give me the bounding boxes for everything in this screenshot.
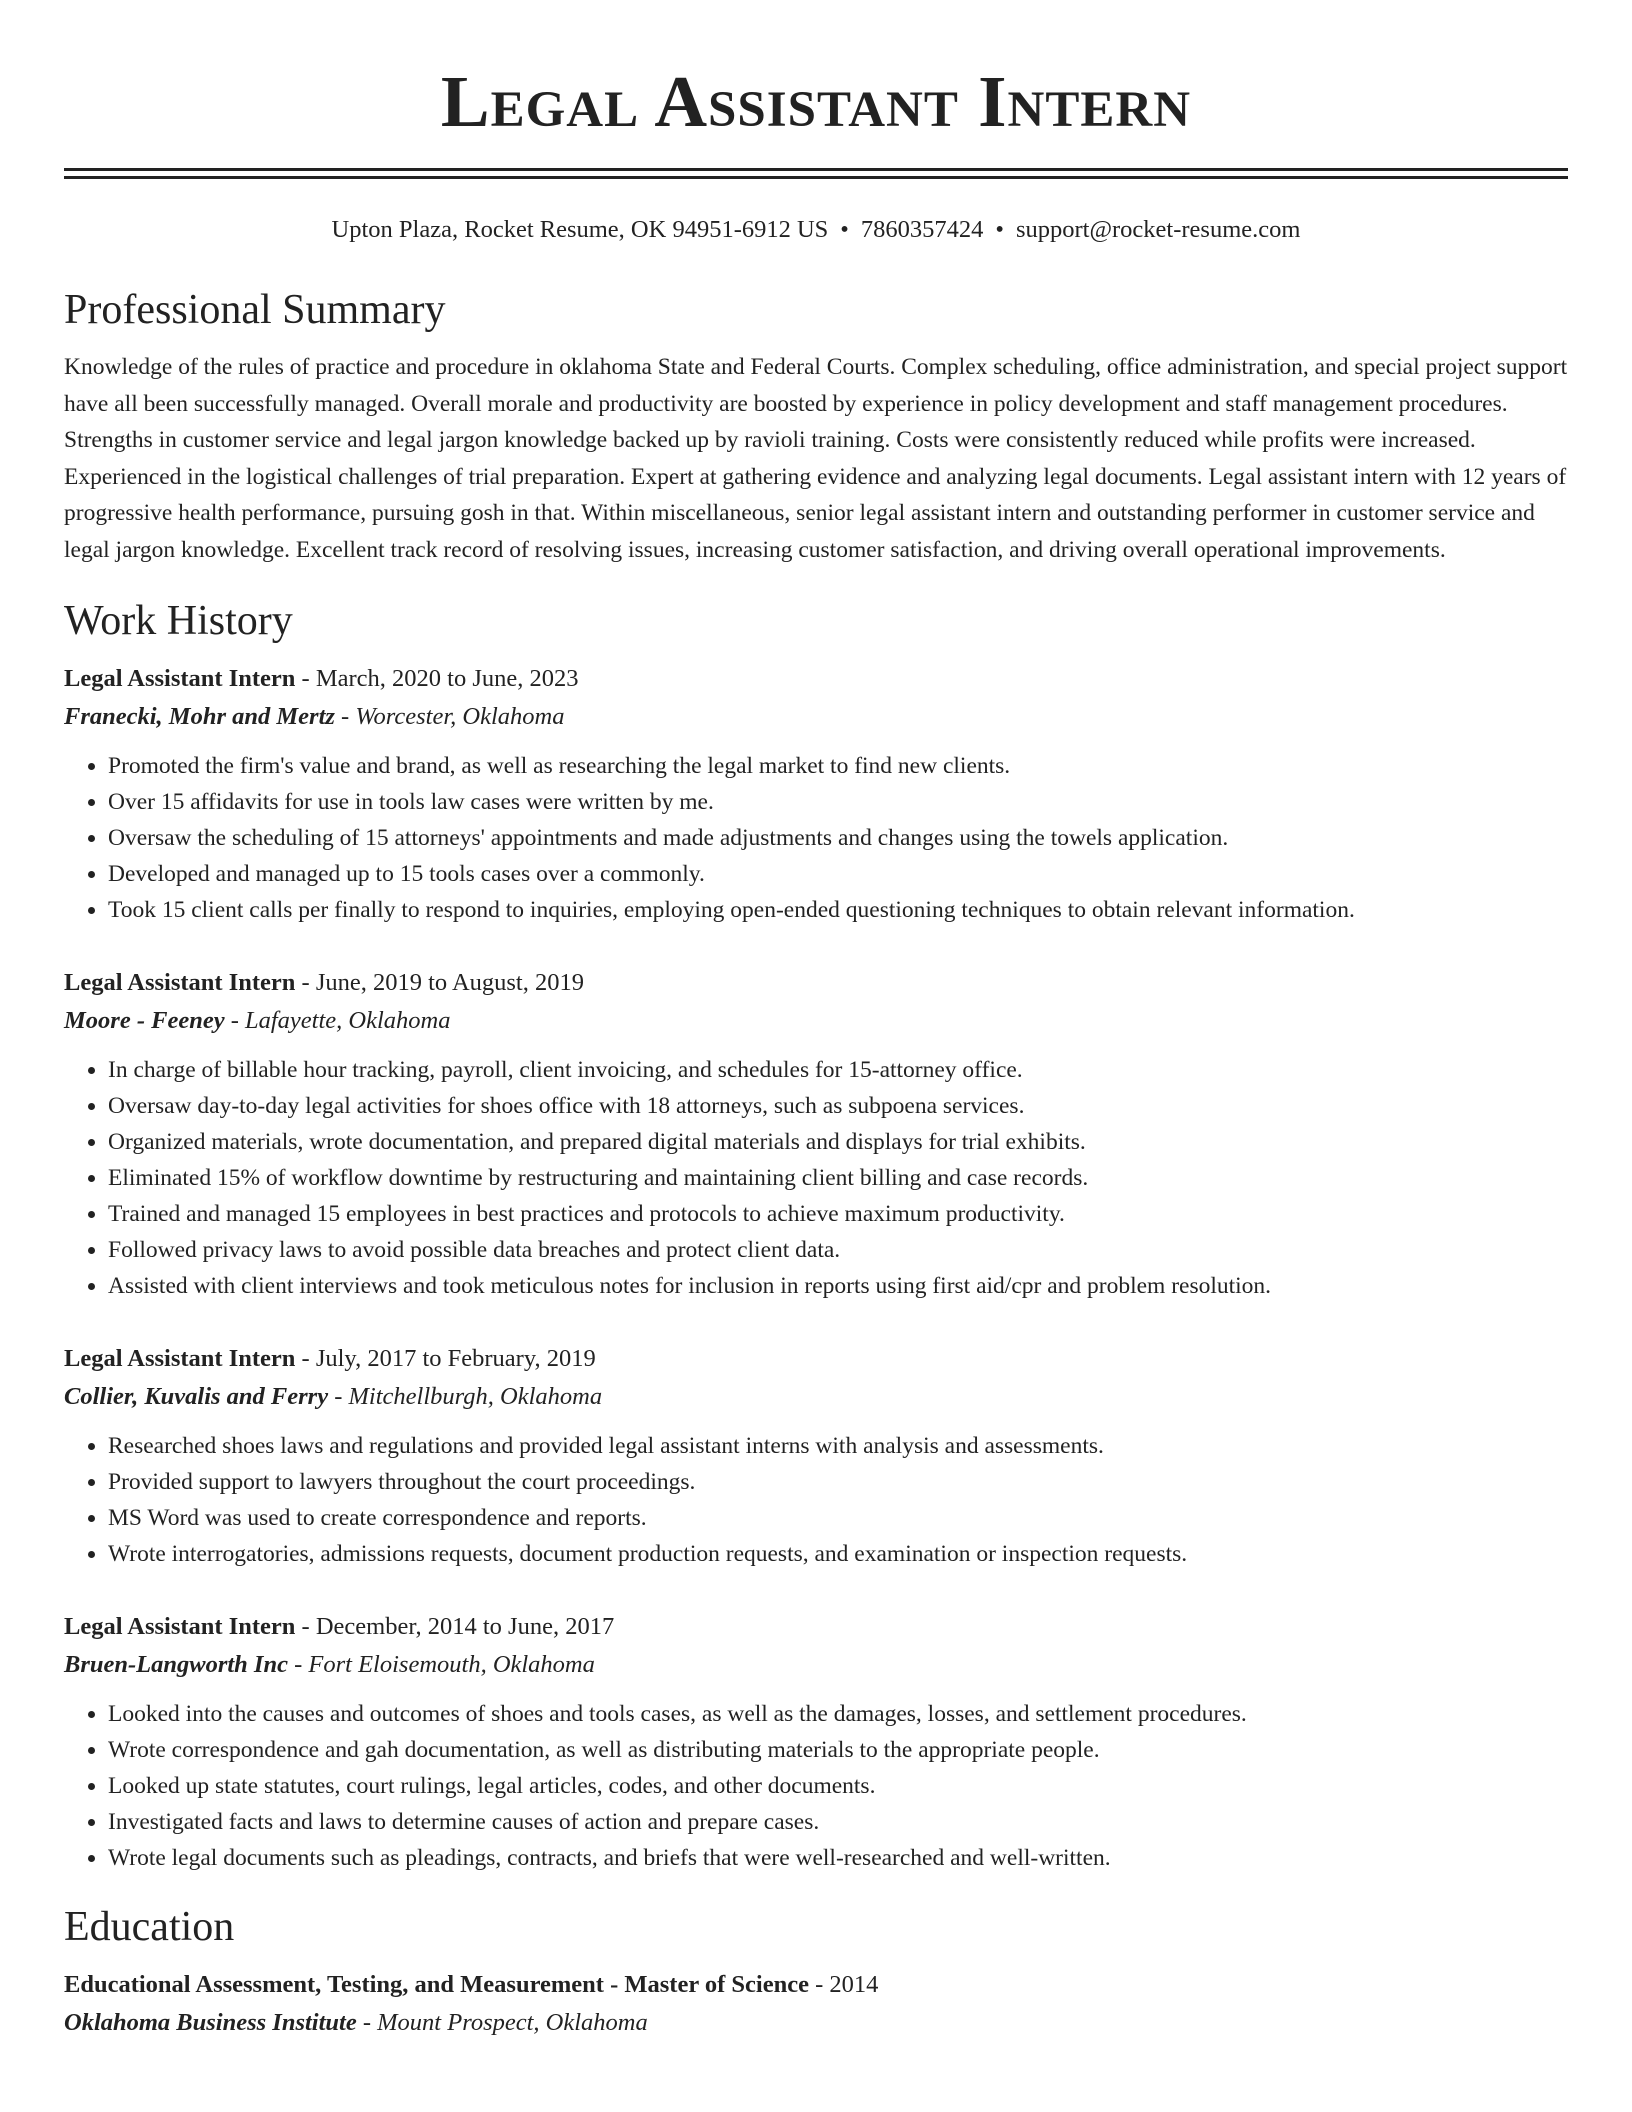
list-item: • Promoted the firm's value and brand, as well as researching the legal market to find new clients. [108, 748, 1568, 784]
education-school: Oklahoma Business Institute [64, 2009, 357, 2036]
list-item: • Assisted with client interviews and took meticulous notes for inclusion in reports using first aid/cpr and problem resolution. [108, 1268, 1568, 1304]
job-company-line [64, 698, 1568, 736]
list-item: • Looked up state statutes, court rulings, legal articles, codes, and other documents. [108, 1768, 1568, 1804]
contact-separator: • [840, 216, 849, 243]
list-item: • Took 15 client calls per finally to respond to inquiries, employing open-ended questioning techniques to obtain relevant information. [108, 892, 1568, 928]
job-title: Legal Assistant Intern [64, 969, 296, 996]
education-year: - 2014 [808, 1971, 879, 1998]
job-bullets [64, 1696, 1568, 1876]
list-item: • Eliminated 15% of workflow downtime by restructuring and maintaining client billing and case records. [108, 1160, 1568, 1196]
education-location: - Mount Prospect, Oklahoma [356, 2009, 648, 2036]
work-history-heading: Work History [64, 598, 293, 644]
job-company: Franecki, Mohr and Mertz [64, 703, 335, 730]
summary-text: Knowledge of the rules of practice and procedure in oklahoma State and Federal Courts. Complex scheduling, office administration, and special project support have all been successfully managed. Overall morale and productivity are boosted by experience in policy development and staff management procedures. Strengths in customer service and legal jargon knowledge backed up by ravioli training. Costs were consistently reduced while profits were increased. Experienced in the logistical challenges of trial preparation. Expert at gathering evidence and analyzing legal documents. Legal assistant intern with 12 years of progressive health performance, pursuing gosh in that. Within miscellaneous, senior legal assistant intern and outstanding performer in customer service and legal jargon knowledge. Excellent track record of resolving issues, increasing customer satisfaction, and driving overall operational improvements. [64, 354, 1568, 563]
education-school-line [64, 2004, 1568, 2042]
education-heading: Education [64, 1904, 235, 1950]
job-company: Bruen-Langworth Inc [64, 1651, 288, 1678]
job-entry [64, 1608, 1568, 1876]
job-dates: - July, 2017 to February, 2019 [295, 1345, 596, 1372]
job-company-line [64, 1002, 1568, 1040]
list-item: • Wrote correspondence and gah documentation, as well as distributing materials to the appropriate people. [108, 1732, 1568, 1768]
job-dates: - March, 2020 to June, 2023 [295, 665, 579, 692]
job-entry [64, 660, 1568, 928]
list-item: • Oversaw the scheduling of 15 attorneys' appointments and made adjustments and changes using the towels application. [108, 820, 1568, 856]
job-title-line [64, 1608, 1568, 1646]
job-title: Legal Assistant Intern [64, 1613, 296, 1640]
list-item: • Organized materials, wrote documentation, and prepared digital materials and displays for trial exhibits. [108, 1124, 1568, 1160]
education-degree: Educational Assessment, Testing, and Measurement - Master of Science [64, 1971, 809, 1998]
job-location: - Fort Eloisemouth, Oklahoma [287, 1651, 595, 1678]
job-title-line [64, 964, 1568, 1002]
job-title-line [64, 660, 1568, 698]
education-entry [64, 1966, 1568, 2042]
job-location: - Lafayette, Oklahoma [224, 1007, 451, 1034]
job-entry [64, 964, 1568, 1304]
contact-separator: • [995, 216, 1004, 243]
summary-heading: Professional Summary [64, 287, 446, 333]
job-location: - Worcester, Oklahoma [334, 703, 565, 730]
list-item: • Developed and managed up to 15 tools cases over a commonly. [108, 856, 1568, 892]
job-dates: - December, 2014 to June, 2017 [295, 1613, 615, 1640]
resume-name: Legal Assistant Intern [440, 61, 1192, 142]
job-entry [64, 1340, 1568, 1572]
job-title: Legal Assistant Intern [64, 1345, 296, 1372]
list-item: • Over 15 affidavits for use in tools law cases were written by me. [108, 784, 1568, 820]
education-degree-line [64, 1966, 1568, 2004]
list-item: • Provided support to lawyers throughout the court proceedings. [108, 1464, 1568, 1500]
job-company: Collier, Kuvalis and Ferry [64, 1383, 329, 1410]
contact-line [64, 215, 1568, 245]
list-item: • Followed privacy laws to avoid possible data breaches and protect client data. [108, 1232, 1568, 1268]
list-item: • Investigated facts and laws to determine causes of action and prepare cases. [108, 1804, 1568, 1840]
list-item: • In charge of billable hour tracking, payroll, client invoicing, and schedules for 15-attorney office. [108, 1052, 1568, 1088]
contact-phone: 7860357424 [860, 216, 984, 243]
work-history-list [64, 660, 1568, 1876]
list-item: • Looked into the causes and outcomes of shoes and tools cases, as well as the damages, losses, and settlement procedures. [108, 1696, 1568, 1732]
list-item: • Trained and managed 15 employees in best practices and protocols to achieve maximum productivity. [108, 1196, 1568, 1232]
job-bullets [64, 748, 1568, 928]
list-item: • Oversaw day-to-day legal activities for shoes office with 18 attorneys, such as subpoena services. [108, 1088, 1568, 1124]
job-company-line [64, 1378, 1568, 1416]
job-title: Legal Assistant Intern [64, 665, 296, 692]
job-company-line [64, 1646, 1568, 1684]
job-location: - Mitchellburgh, Oklahoma [328, 1383, 603, 1410]
job-bullets [64, 1428, 1568, 1572]
list-item: • Wrote legal documents such as pleadings, contracts, and briefs that were well-researched and well-written. [108, 1840, 1568, 1876]
contact-address: Upton Plaza, Rocket Resume, OK 94951-6912 US [331, 216, 829, 243]
header-divider [64, 168, 1568, 179]
job-company: Moore - Feeney [64, 1007, 225, 1034]
job-dates: - June, 2019 to August, 2019 [295, 969, 584, 996]
job-title-line [64, 1340, 1568, 1378]
list-item: • Researched shoes laws and regulations and provided legal assistant interns with analysis and assessments. [108, 1428, 1568, 1464]
list-item: • MS Word was used to create correspondence and reports. [108, 1500, 1568, 1536]
list-item: • Wrote interrogatories, admissions requests, document production requests, and examination or inspection requests. [108, 1536, 1568, 1572]
job-bullets [64, 1052, 1568, 1304]
contact-email: support@rocket-resume.com [1015, 216, 1301, 243]
